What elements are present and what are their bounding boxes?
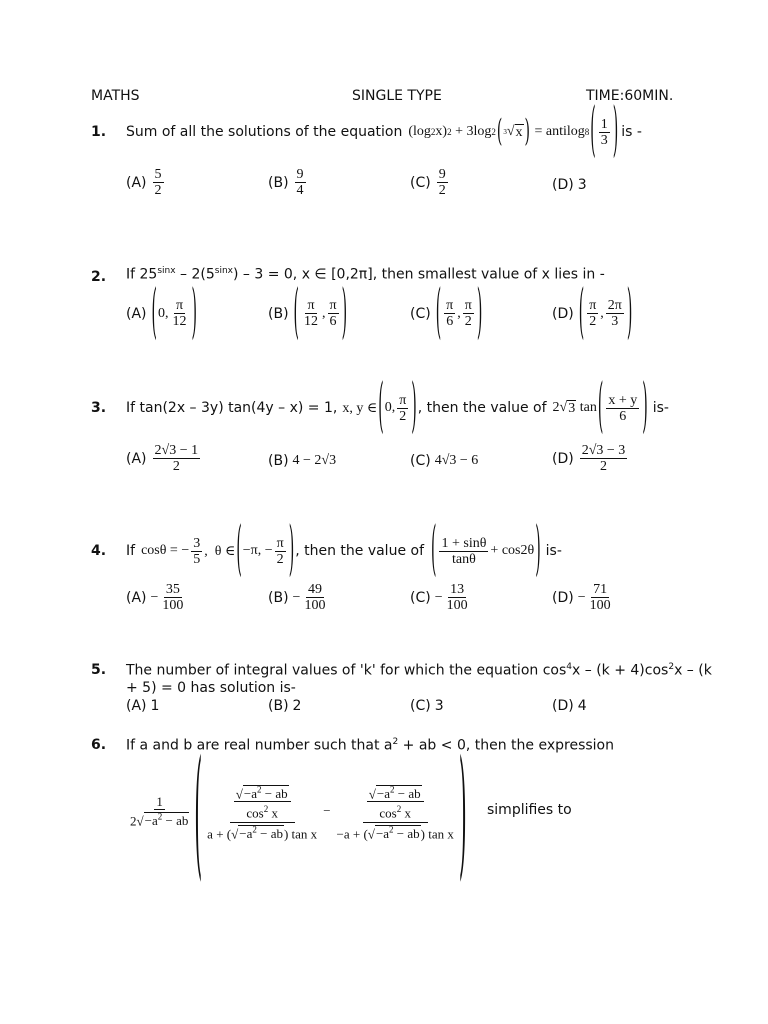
question-number: 2.	[91, 269, 107, 285]
question-type-label: SINGLE TYPE	[352, 88, 442, 104]
question-number: 4.	[91, 543, 107, 559]
question-number: 5.	[91, 662, 107, 678]
question-text: If tan(2x – 3y) tan(4y – x) = 1, x, y ∈ ( 0, $\frac{\pi}{2}$ ) , then the value of 2√ 3 tan ( $\frac{x + y}{6}$ ) is-	[126, 374, 669, 442]
subject-label: MATHS	[91, 88, 140, 104]
option-d[interactable]: (D) − $\frac{71}{100}$	[552, 582, 611, 613]
option-b[interactable]: (B) 2	[268, 698, 302, 714]
question-text: Sum of all the solutions of the equation (log 2 x) 2 + 3log 2 ( 3 √ x ) = antilog 8 ( $\frac{1}{3}$ ) is -	[126, 98, 642, 166]
option-c[interactable]: (C) ( $\frac{\pi}{6}$ , $\frac{\pi}{2}$ )	[410, 279, 483, 348]
option-d[interactable]: (D) 3	[552, 177, 587, 193]
option-d[interactable]: (D) 4	[552, 698, 587, 714]
question-text-line-2: + 5) = 0 has solution is-	[126, 680, 296, 696]
option-b[interactable]: (B) $\frac{9}{4}$	[268, 167, 304, 198]
question-number: 1.	[91, 124, 107, 140]
question-number: 6.	[91, 737, 107, 753]
question-text-line-1: The number of integral values of 'k' for which the equation $\cos^4x - (k + 4)\cos^2x - (k$	[126, 662, 712, 679]
given-expression: cosθ = − $\frac{3}{5}$ , θ ∈ ( −π, − $\frac{\pi}{2}$ )	[141, 517, 295, 585]
option-c[interactable]: (C) 4√3 − 6	[410, 453, 479, 469]
option-a[interactable]: (A) − $\frac{35}{100}$	[126, 582, 184, 613]
option-a[interactable]: (A) 1	[126, 698, 160, 714]
option-c[interactable]: (C) − $\frac{13}{100}$	[410, 582, 468, 613]
option-a[interactable]: (A) ( 0, $\frac{\pi}{12}$ )	[126, 279, 197, 348]
target-expression: 2√ 3 tan ( $\frac{x + y}{6}$ )	[552, 374, 648, 442]
question-text: If a and b are real number such that $a^2$ + ab < 0, then the expression	[126, 737, 614, 754]
option-b[interactable]: (B) ( $\frac{\pi}{12}$ , $\frac{\pi}{6}$ )	[268, 279, 348, 348]
option-d[interactable]: (D) $\frac{2√3 - 3}{2}$	[552, 443, 626, 474]
domain-expression: x, y ∈ ( 0, $\frac{\pi}{2}$ )	[342, 374, 417, 442]
target-expression: ( $\frac{1 + \sin\theta}{\tan\theta}$ + cos2θ )	[431, 517, 541, 585]
question-text: If cosθ = − $\frac{3}{5}$ , θ ∈ ( −π, − $\frac{\pi}{2}$ ) , then the value of ( $\frac{1 + \sin\theta}{\tan\theta}$ + cos2θ ) is-	[126, 517, 562, 585]
question-number: 3.	[91, 400, 107, 416]
simplification-expression: $\frac{1}{2√-a^2 - ab}$ ( $\frac{\frac{√-a^2 - ab}{\cos^2 x}}{a + (√-a^2 - ab) \tan x}$ − $\frac{\frac{√-a^2 - ab}{\cos^2 x}}{-a + (√-a^2 - ab) \tan x}$ )	[130, 727, 467, 895]
option-c[interactable]: (C) 3	[410, 698, 444, 714]
time-label: TIME:60MIN.	[586, 88, 674, 104]
option-b[interactable]: (B) − $\frac{49}{100}$	[268, 582, 326, 613]
option-d[interactable]: (D) ( $\frac{\pi}{2}$ , $\frac{2\pi}{3}$ )	[552, 279, 633, 348]
question-tail: simplifies to	[487, 802, 572, 818]
question-text: If $25^{sinx} - 2(5^{sinx}) - 3 = 0$, x ∈ [0,2π], then smallest value of x lies in -	[126, 266, 605, 283]
option-c[interactable]: (C) $\frac{9}{2}$	[410, 167, 446, 198]
option-a[interactable]: (A) $\frac{5}{2}$	[126, 167, 162, 198]
option-b[interactable]: (B) 4 − 2√3	[268, 453, 337, 469]
equation: (log 2 x) 2 + 3log 2 ( 3 √ x ) = antilog 8 ( $\frac{1}{3}$ )	[408, 98, 619, 166]
option-a[interactable]: (A) $\frac{2√3 - 1}{2}$	[126, 443, 199, 474]
